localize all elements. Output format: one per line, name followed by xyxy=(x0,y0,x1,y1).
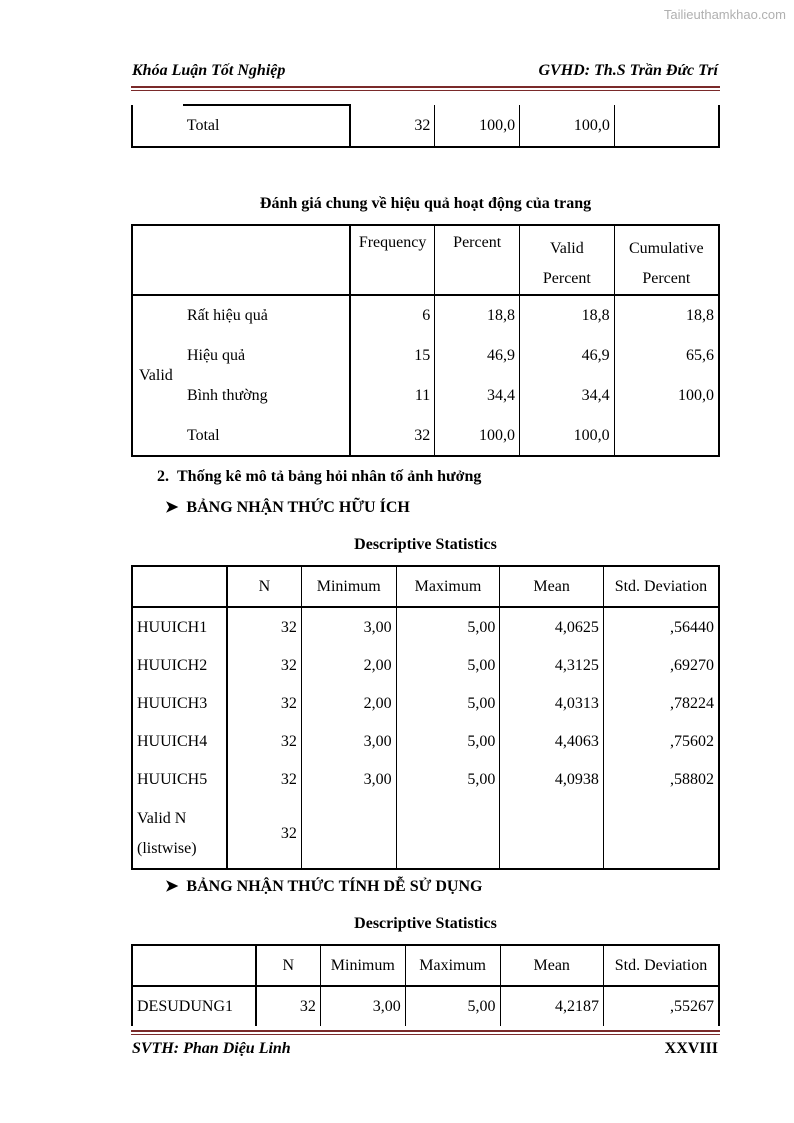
column-header: Std. Deviation xyxy=(603,566,719,607)
row-label: HUUICH2 xyxy=(132,647,227,685)
row-label: HUUICH1 xyxy=(132,607,227,647)
table-cell: ,56440 xyxy=(603,607,719,647)
footer-page-number: XXVIII xyxy=(664,1040,718,1057)
table-cell: 18,8 xyxy=(435,295,520,335)
table-cell: 5,00 xyxy=(396,647,500,685)
table-cell xyxy=(132,105,183,147)
column-header: Minimum xyxy=(320,945,405,986)
table-cell: 6 xyxy=(350,295,435,335)
row-label: HUUICH3 xyxy=(132,685,227,723)
row-label: DESUDUNG1 xyxy=(132,986,256,1026)
row-label: HUUICH5 xyxy=(132,761,227,799)
column-header: Maximum xyxy=(396,566,500,607)
column-header xyxy=(614,225,719,295)
table-cell: ,75602 xyxy=(603,723,719,761)
table-cell: 18,8 xyxy=(614,295,719,335)
table-cell: ,78224 xyxy=(603,685,719,723)
section-heading xyxy=(157,468,481,486)
table-cell xyxy=(614,416,719,456)
footer-rule-thin xyxy=(131,1034,720,1035)
table-cell: 3,00 xyxy=(301,607,396,647)
table-cell: 11 xyxy=(350,376,435,416)
table-cell: 32 xyxy=(227,685,302,723)
table-row-label: Total xyxy=(183,105,350,147)
table-cell xyxy=(603,799,719,869)
table-cell: 5,00 xyxy=(396,761,500,799)
header-line: Cumulative xyxy=(629,240,704,257)
bullet-heading xyxy=(165,876,482,896)
column-header: Minimum xyxy=(301,566,396,607)
valid-n-line: (listwise) xyxy=(137,839,197,857)
table-cell: 5,00 xyxy=(396,723,500,761)
table-cell: 32 xyxy=(227,647,302,685)
header-left: Khóa Luận Tốt Nghiệp xyxy=(132,62,286,79)
row-label xyxy=(132,799,227,869)
table-cell: 100,0 xyxy=(520,416,615,456)
table-cell: 3,00 xyxy=(301,723,396,761)
table-cell: 4,3125 xyxy=(500,647,604,685)
header-rule xyxy=(131,86,720,88)
row-group-label: Valid xyxy=(132,295,183,456)
column-header: Mean xyxy=(500,566,604,607)
table-cell: 46,9 xyxy=(435,335,520,376)
stats-table-desudung xyxy=(131,944,720,1026)
table-cell: 15 xyxy=(350,335,435,376)
header-right: GVHD: Th.S Trần Đức Trí xyxy=(538,62,718,79)
column-header: N xyxy=(227,566,302,607)
section-title: Thống kê mô tả bảng hỏi nhân tố ảnh hưởng xyxy=(177,468,482,485)
table-cell: 100,0 xyxy=(614,376,719,416)
table-cell: 5,00 xyxy=(405,986,500,1026)
bullet-text: BẢNG NHẬN THỨC HỮU ÍCH xyxy=(186,499,410,516)
column-header xyxy=(520,225,615,295)
row-label: HUUICH4 xyxy=(132,723,227,761)
evaluation-table xyxy=(131,224,720,457)
table-cell: 5,00 xyxy=(396,607,500,647)
table-cell: 32 xyxy=(227,723,302,761)
header-line: Percent xyxy=(642,270,691,287)
section-number: 2. xyxy=(157,468,169,485)
table-cell: 32 xyxy=(256,986,321,1026)
footer-rule xyxy=(131,1030,720,1032)
table-cell: 100,0 xyxy=(435,416,520,456)
table-cell xyxy=(396,799,500,869)
table-corner xyxy=(132,566,227,607)
watermark: Tailieuthamkhao.com xyxy=(663,7,786,22)
header-rule-thin xyxy=(131,90,720,91)
column-header: Std. Deviation xyxy=(603,945,719,986)
table-cell: 34,4 xyxy=(520,376,615,416)
table-cell: 3,00 xyxy=(320,986,405,1026)
table-cell: 4,4063 xyxy=(500,723,604,761)
arrow-bullet-icon: ➤ xyxy=(165,499,179,516)
column-header: Maximum xyxy=(405,945,500,986)
table-cell: 65,6 xyxy=(614,335,719,376)
table-cell: ,58802 xyxy=(603,761,719,799)
table-cell: 3,00 xyxy=(301,761,396,799)
table-corner xyxy=(132,225,350,295)
table-cell: 46,9 xyxy=(520,335,615,376)
table-cell: 32 xyxy=(227,607,302,647)
table-cell: 32 xyxy=(350,416,435,456)
table-cell xyxy=(614,105,719,147)
row-label: Bình thường xyxy=(186,387,268,404)
bullet-heading xyxy=(165,497,410,517)
header-line: Valid xyxy=(549,240,584,257)
table-cell: 32 xyxy=(227,799,302,869)
table-corner xyxy=(132,945,256,986)
stats-table-huuich xyxy=(131,565,720,870)
stats-title: Descriptive Statistics xyxy=(354,915,497,932)
table-cell: ,55267 xyxy=(603,986,719,1026)
table-cell: 100,0 xyxy=(520,105,615,147)
table-cell: 100,0 xyxy=(435,105,520,147)
table-cell: 18,8 xyxy=(520,295,615,335)
header-line: Percent xyxy=(542,270,591,287)
table-cell: 5,00 xyxy=(396,685,500,723)
table-cell: 32 xyxy=(227,761,302,799)
table-continuation xyxy=(131,104,720,148)
table-cell: 4,0313 xyxy=(500,685,604,723)
footer-left: SVTH: Phan Diệu Linh xyxy=(132,1040,291,1057)
table-cell xyxy=(301,799,396,869)
row-label: Rất hiệu quả xyxy=(186,306,268,324)
table-cell: 34,4 xyxy=(435,376,520,416)
row-label: Total xyxy=(186,426,220,444)
table-cell: ,69270 xyxy=(603,647,719,685)
column-header: Mean xyxy=(500,945,603,986)
bullet-text: BẢNG NHẬN THỨC TÍNH DỄ SỬ DỤNG xyxy=(186,878,483,895)
column-header: Frequency xyxy=(350,225,435,295)
table-cell: 4,0938 xyxy=(500,761,604,799)
table-cell: 2,00 xyxy=(301,647,396,685)
valid-n-line: Valid N xyxy=(137,809,187,827)
table-cell: 2,00 xyxy=(301,685,396,723)
table-cell xyxy=(500,799,604,869)
table-title: Đánh giá chung về hiệu quả hoạt động của trang xyxy=(259,195,592,212)
column-header: N xyxy=(256,945,321,986)
column-header: Percent xyxy=(435,225,520,295)
table-cell: 32 xyxy=(350,105,435,147)
stats-title: Descriptive Statistics xyxy=(354,536,497,553)
row-label: Hiệu quả xyxy=(186,346,246,364)
table-cell: 4,2187 xyxy=(500,986,603,1026)
table-cell: 4,0625 xyxy=(500,607,604,647)
arrow-bullet-icon: ➤ xyxy=(165,878,179,895)
